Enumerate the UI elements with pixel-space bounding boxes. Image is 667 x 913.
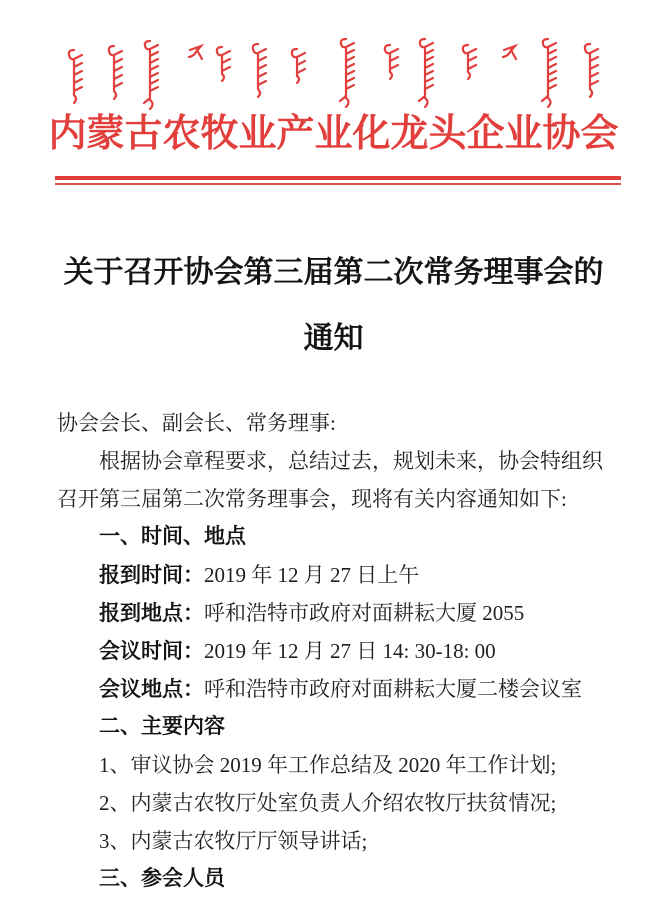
paragraph-line: 根据协会章程要求，总结过去，规划未来，协会特组织 <box>99 449 603 473</box>
info-label: 会议时间： <box>99 639 204 663</box>
list-item: 3、内蒙古农牧厅厅领导讲话; <box>99 829 368 853</box>
section-heading: 一、时间、地点 <box>99 525 246 548</box>
info-label: 报到时间： <box>99 563 204 587</box>
info-value: 2019 年 12 月 27 日上午 <box>204 563 420 587</box>
info-label: 报到地点： <box>99 601 204 625</box>
info-line <box>57 556 623 594</box>
info-line <box>57 632 623 670</box>
section-heading: 二、主要内容 <box>99 715 225 738</box>
document-body <box>57 404 623 898</box>
info-line <box>57 670 623 708</box>
paragraph-line: 召开第三届第二次常务理事会，现将有关内容通知如下: <box>57 487 567 511</box>
mongolian-script-icon <box>55 34 625 114</box>
doc-title-line2: 通知 <box>303 322 364 355</box>
list-item: 2、内蒙古农牧厅处室负责人介绍农牧厅扶贫情况; <box>99 791 557 815</box>
doc-title <box>0 240 667 372</box>
info-value: 2019 年 12 月 27 日 14: 30-18: 00 <box>204 639 496 663</box>
org-name: 内蒙古农牧业产业化龙头企业协会 <box>48 113 619 155</box>
list-item: 1、审议协会 2019 年工作总结及 2020 年工作计划; <box>99 753 557 777</box>
info-label: 会议地点： <box>99 677 204 701</box>
doc-title-line1: 关于召开协会第三届第二次常务理事会的 <box>63 256 604 289</box>
salutation: 协会会长、副会长、常务理事: <box>57 411 336 435</box>
section-heading: 三、参会人员 <box>99 867 225 890</box>
info-line <box>57 594 623 632</box>
info-value: 呼和浩特市政府对面耕耘大厦二楼会议室 <box>204 677 582 701</box>
info-value: 呼和浩特市政府对面耕耘大厦 2055 <box>204 601 525 625</box>
letterhead-rule <box>55 176 621 185</box>
